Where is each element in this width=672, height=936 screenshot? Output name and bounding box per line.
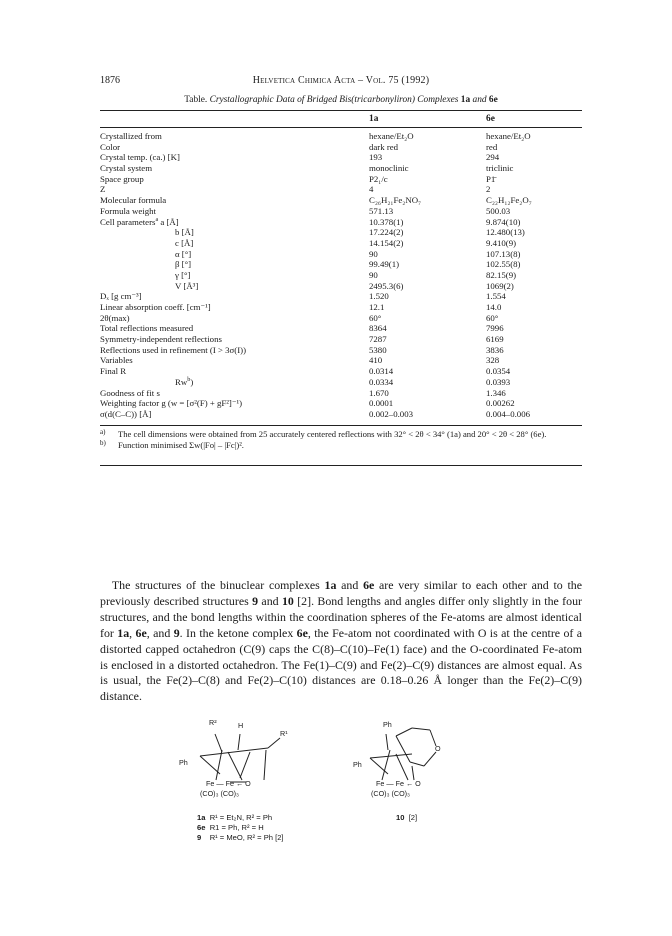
table-row bbox=[100, 366, 582, 377]
cell-1a: 7287 bbox=[369, 334, 387, 345]
footnote-a-mark: a) bbox=[100, 428, 106, 436]
column-header-1a: 1a bbox=[369, 114, 379, 124]
row-label bbox=[100, 195, 166, 206]
row-label-tail: a [Å] bbox=[158, 216, 179, 227]
row-label bbox=[175, 270, 190, 281]
row-label bbox=[100, 313, 130, 324]
atom-r1-label: R¹ bbox=[280, 729, 288, 738]
row-label-text: Formula weight bbox=[100, 205, 156, 216]
cell-1a: 10.378(1) bbox=[369, 216, 404, 227]
cell-1a: 1.670 bbox=[369, 387, 389, 398]
cell-6e: 294 bbox=[486, 152, 500, 163]
table-bottom-rule bbox=[100, 425, 582, 426]
row-label bbox=[100, 366, 126, 377]
legend-text-6e: R1 = Ph, R² = H bbox=[209, 823, 264, 832]
row-label-text: Linear absorption coeff. [cm⁻¹] bbox=[100, 302, 211, 312]
cell-1a: 0.002–0.003 bbox=[369, 408, 413, 419]
caption-compound-2: 6e bbox=[488, 95, 498, 105]
row-label-text: Final R bbox=[100, 366, 127, 377]
row-label-text: Molecular formula bbox=[100, 195, 167, 206]
row-label bbox=[100, 302, 211, 313]
body-text-run: , and bbox=[146, 625, 174, 640]
row-label-text: β [°] bbox=[175, 259, 192, 270]
atom-h-label: H bbox=[238, 721, 244, 730]
cell-1a: 60° bbox=[369, 312, 382, 323]
table-row bbox=[100, 227, 582, 238]
row-label-text: b [Å] bbox=[175, 227, 194, 238]
compound-ref: 6e bbox=[135, 625, 147, 640]
footnote-b-text: Function minimised Σw(|Fo| – |Fc|)². bbox=[118, 440, 244, 450]
cell-6e: 2 bbox=[486, 184, 491, 195]
legend-ref-10: [2] bbox=[408, 813, 418, 822]
row-label-text: Cell parameters bbox=[100, 216, 156, 227]
co-groups-right-label: (CO)₃ (CO)₃ bbox=[371, 789, 410, 798]
legend-row-9 bbox=[197, 833, 284, 843]
legend-id-10: 10 bbox=[396, 813, 405, 822]
cell-1a: 90 bbox=[369, 248, 378, 259]
structure-legend-right bbox=[396, 813, 417, 823]
legend-text-9: R¹ = MeO, R² = Ph [2] bbox=[209, 833, 284, 842]
cell-1a: 4 bbox=[369, 184, 374, 195]
table-row bbox=[100, 184, 582, 195]
cell-6e: 107.13(8) bbox=[486, 248, 521, 259]
caption-compound-1: 1a bbox=[460, 95, 471, 105]
row-label-text: Weighting factor g (w = [σ²(F) + gF²]⁻¹) bbox=[100, 398, 243, 409]
table-row bbox=[100, 355, 582, 366]
cell-6e: 1.346 bbox=[486, 387, 506, 398]
compound-ref: 9 bbox=[173, 625, 180, 640]
footnote-a bbox=[100, 429, 582, 440]
cell-1a: C₂₆H₂₁Fe₂NO₇ bbox=[369, 195, 422, 206]
legend-row-6e bbox=[197, 823, 284, 833]
footnote-b bbox=[100, 440, 582, 451]
row-label-text: Rw bbox=[175, 376, 188, 387]
cell-6e: 9.874(10) bbox=[486, 216, 521, 227]
compound-ref: 1a bbox=[117, 625, 130, 640]
journal-title: Helvetica Chimica Acta – Vol. 75 (1992) bbox=[252, 75, 430, 86]
row-label bbox=[100, 323, 193, 334]
cell-1a: 1.520 bbox=[369, 291, 389, 302]
row-label bbox=[100, 398, 242, 409]
structure-10-drawing bbox=[350, 720, 490, 820]
table-row bbox=[100, 398, 582, 409]
running-header bbox=[100, 75, 582, 89]
cell-6e: 82.15(9) bbox=[486, 269, 517, 280]
caption-title: Crystallographic Data of Bridged Bis(tricarbonyliron) Complexes bbox=[209, 95, 461, 105]
table-row bbox=[100, 345, 582, 356]
cell-6e: 1069(2) bbox=[486, 280, 514, 291]
row-label-text: Reflections used in refinement (I > 3σ(I)) bbox=[100, 344, 247, 355]
compound-ref: 6e bbox=[363, 578, 375, 592]
body-paragraph bbox=[100, 578, 582, 705]
row-label-text: Symmetry-independent reflections bbox=[100, 334, 222, 345]
footnotes-bottom-rule bbox=[100, 465, 582, 466]
row-label-text: Z bbox=[100, 184, 106, 195]
body-text-run: The structures of the binuclear complexes bbox=[111, 578, 325, 592]
table-row bbox=[100, 131, 582, 142]
legend-id-1a: 1a bbox=[197, 813, 206, 822]
cell-1a: 0.0001 bbox=[369, 398, 394, 409]
row-label bbox=[100, 142, 120, 153]
cell-1a: 571.13 bbox=[369, 205, 394, 216]
cell-6e: 0.0393 bbox=[486, 376, 511, 387]
atom-o-ring-label: O bbox=[435, 744, 441, 753]
row-label-text: γ [°] bbox=[175, 269, 191, 280]
table-row bbox=[100, 163, 582, 174]
compound-ref: 6e bbox=[296, 625, 308, 640]
row-label-note: b bbox=[187, 376, 191, 383]
data-table bbox=[100, 131, 582, 420]
row-label-text: σ(d(C–C)) [Å] bbox=[100, 408, 152, 419]
cell-1a: 99.49(1) bbox=[369, 259, 400, 270]
cell-1a: 2495.3(6) bbox=[369, 280, 404, 291]
row-label bbox=[100, 174, 144, 185]
cell-6e: 12.480(13) bbox=[486, 227, 525, 238]
row-label-text: Color bbox=[100, 141, 121, 152]
row-label bbox=[100, 291, 142, 302]
row-label bbox=[175, 259, 191, 270]
table-row bbox=[100, 195, 582, 206]
cell-1a: 90 bbox=[369, 269, 378, 280]
row-label bbox=[175, 281, 198, 292]
legend-id-9: 9 bbox=[197, 833, 202, 842]
row-label bbox=[100, 355, 133, 366]
body-text-run: , bbox=[129, 625, 136, 640]
body-text-run: are very similar to each other and to the previously described structures bbox=[100, 578, 582, 608]
cell-1a: 8364 bbox=[369, 323, 387, 334]
row-label bbox=[175, 227, 194, 238]
cell-1a: 193 bbox=[369, 152, 383, 163]
table-row bbox=[100, 249, 582, 260]
table-row bbox=[100, 174, 582, 185]
row-label bbox=[175, 238, 193, 249]
row-label bbox=[100, 334, 222, 345]
cell-6e: hexane/Et₂O bbox=[486, 131, 531, 141]
legend-row-1a bbox=[197, 813, 284, 823]
caption-and: and bbox=[470, 95, 489, 105]
atom-ph-top-label: Ph bbox=[383, 720, 392, 729]
table-row bbox=[100, 206, 582, 217]
body-text-run: and bbox=[258, 593, 282, 608]
column-header-6e: 6e bbox=[486, 114, 495, 124]
cell-6e: triclinic bbox=[486, 163, 514, 174]
compound-ref: 10 bbox=[281, 593, 294, 608]
table-row bbox=[100, 281, 582, 292]
table-row bbox=[100, 302, 582, 313]
cell-1a: 0.0334 bbox=[369, 376, 394, 387]
compound-ref: 1a bbox=[324, 578, 337, 592]
cell-1a: hexane/Et₂O bbox=[369, 131, 414, 141]
table-row bbox=[100, 238, 582, 249]
cell-6e: 6169 bbox=[486, 334, 504, 345]
atom-ph-label: Ph bbox=[179, 758, 188, 767]
fe-fe-o-label: Fe — Fe ← O bbox=[206, 779, 251, 788]
row-label-text: Crystal temp. (ca.) [K] bbox=[100, 152, 180, 163]
row-label-text: 2θ(max) bbox=[100, 312, 130, 323]
table-row bbox=[100, 323, 582, 334]
row-label-text: α [°] bbox=[175, 248, 192, 259]
row-label-text: Space group bbox=[100, 173, 144, 184]
row-label-text: Crystal system bbox=[100, 163, 153, 174]
cell-1a: P2₁/c bbox=[369, 173, 388, 184]
cell-6e: 0.004–0.006 bbox=[486, 408, 530, 419]
cell-1a: monoclinic bbox=[369, 163, 409, 174]
structure-1a-6e-9-drawing bbox=[180, 720, 320, 820]
cell-6e: 7996 bbox=[486, 323, 504, 334]
page-number: 1876 bbox=[100, 75, 120, 86]
table-top-rule bbox=[100, 110, 582, 111]
row-label-text: Dₓ [g cm⁻³] bbox=[100, 291, 142, 302]
table-row bbox=[100, 377, 582, 388]
cell-6e: 9.410(9) bbox=[486, 237, 517, 248]
row-label bbox=[100, 388, 160, 399]
cell-6e: 1.554 bbox=[486, 291, 506, 302]
footnote-b-mark: b) bbox=[100, 439, 106, 447]
table-row bbox=[100, 270, 582, 281]
cell-1a: dark red bbox=[369, 141, 399, 152]
cell-6e: 14.0 bbox=[486, 302, 502, 312]
cell-1a: 14.154(2) bbox=[369, 237, 404, 248]
row-label-text: Variables bbox=[100, 355, 133, 366]
cell-1a: 17.224(2) bbox=[369, 227, 404, 238]
cell-6e: 0.0354 bbox=[486, 366, 511, 377]
cell-1a: 5380 bbox=[369, 344, 387, 355]
table-row bbox=[100, 217, 582, 228]
row-label-note: a bbox=[155, 216, 159, 223]
row-label bbox=[100, 131, 162, 142]
row-label bbox=[100, 184, 105, 195]
cell-6e: 60° bbox=[486, 312, 499, 323]
row-label-text: Total reflections measured bbox=[100, 323, 194, 334]
cell-6e: 3836 bbox=[486, 344, 504, 355]
table-row bbox=[100, 259, 582, 270]
co-groups-label: (CO)₃ (CO)₃ bbox=[200, 789, 239, 798]
row-label-text: c [Å] bbox=[175, 237, 194, 248]
row-label-text: V [Å³] bbox=[175, 280, 199, 291]
row-label bbox=[100, 345, 246, 356]
cell-6e: 328 bbox=[486, 355, 500, 366]
fe-fe-o-right-label: Fe — Fe ← O bbox=[376, 779, 421, 788]
table-row bbox=[100, 313, 582, 324]
table-row bbox=[100, 388, 582, 399]
cell-6e: 102.55(8) bbox=[486, 259, 521, 270]
structure-legend-left bbox=[197, 813, 284, 843]
table-row bbox=[100, 142, 582, 153]
row-label bbox=[175, 249, 191, 260]
body-text-run: . In the ketone complex bbox=[179, 625, 297, 640]
row-label-text: Goodness of fit s bbox=[100, 387, 160, 398]
table-row bbox=[100, 409, 582, 420]
cell-6e: 500.03 bbox=[486, 205, 511, 216]
row-label bbox=[100, 152, 180, 163]
row-label-tail: ) bbox=[190, 376, 194, 387]
body-text-run: , the Fe-atom not coordinated with O is at the centre of a distorted capped octahedron (C(9) caps the C(8)–C(10)–Fe(1) face) and the O-coordinated Fe-atom is enclosed in a distorted octahedron. The Fe(1)–C(9) and Fe(2)–C(9) distances are almost equal. As is usual, the Fe(2)–C(8) and Fe(2)–C(10) distances are 0.18–0.26 Å longer than the Fe(2)–C(9) distance. bbox=[100, 625, 583, 704]
legend-id-6e: 6e bbox=[197, 823, 206, 832]
table-caption bbox=[100, 95, 582, 105]
row-label-text: Crystallized from bbox=[100, 131, 162, 141]
table-row bbox=[100, 291, 582, 302]
row-label bbox=[175, 377, 193, 388]
body-text-run: [2]. Bond lengths and angles differ only slightly in the four structures, and the bond lengths within the coordination spheres of the Fe-atoms are almost identical for bbox=[100, 593, 582, 640]
table-header-rule bbox=[100, 127, 582, 128]
cell-6e: P1̄ bbox=[486, 173, 496, 184]
compound-ref: 9 bbox=[252, 593, 259, 608]
cell-1a: 12.1 bbox=[369, 302, 385, 312]
table-row bbox=[100, 334, 582, 345]
cell-6e: 0.00262 bbox=[486, 398, 515, 409]
footnote-a-text: The cell dimensions were obtained from 25 accurately centered reflections with 32° < 2θ < 34° (1a) and 20° < 2θ < 28° (6e). bbox=[118, 429, 547, 439]
cell-6e: C₂₂H₁₂Fe₂O₇ bbox=[486, 195, 532, 206]
atom-ph-right-label: Ph bbox=[353, 760, 362, 769]
row-label bbox=[100, 409, 151, 420]
row-label bbox=[100, 163, 152, 174]
row-label bbox=[100, 217, 179, 228]
cell-1a: 0.0314 bbox=[369, 366, 394, 377]
body-text-run: and bbox=[336, 578, 364, 592]
legend-text-1a: R¹ = Et₂N, R² = Ph bbox=[209, 813, 273, 822]
table-footnotes bbox=[100, 429, 582, 451]
row-label bbox=[100, 206, 156, 217]
structure-scheme bbox=[100, 720, 582, 910]
table-row bbox=[100, 152, 582, 163]
caption-prefix: Table. bbox=[184, 95, 210, 105]
cell-6e: red bbox=[486, 141, 498, 152]
atom-r2-label: R² bbox=[209, 718, 217, 727]
cell-1a: 410 bbox=[369, 355, 383, 366]
